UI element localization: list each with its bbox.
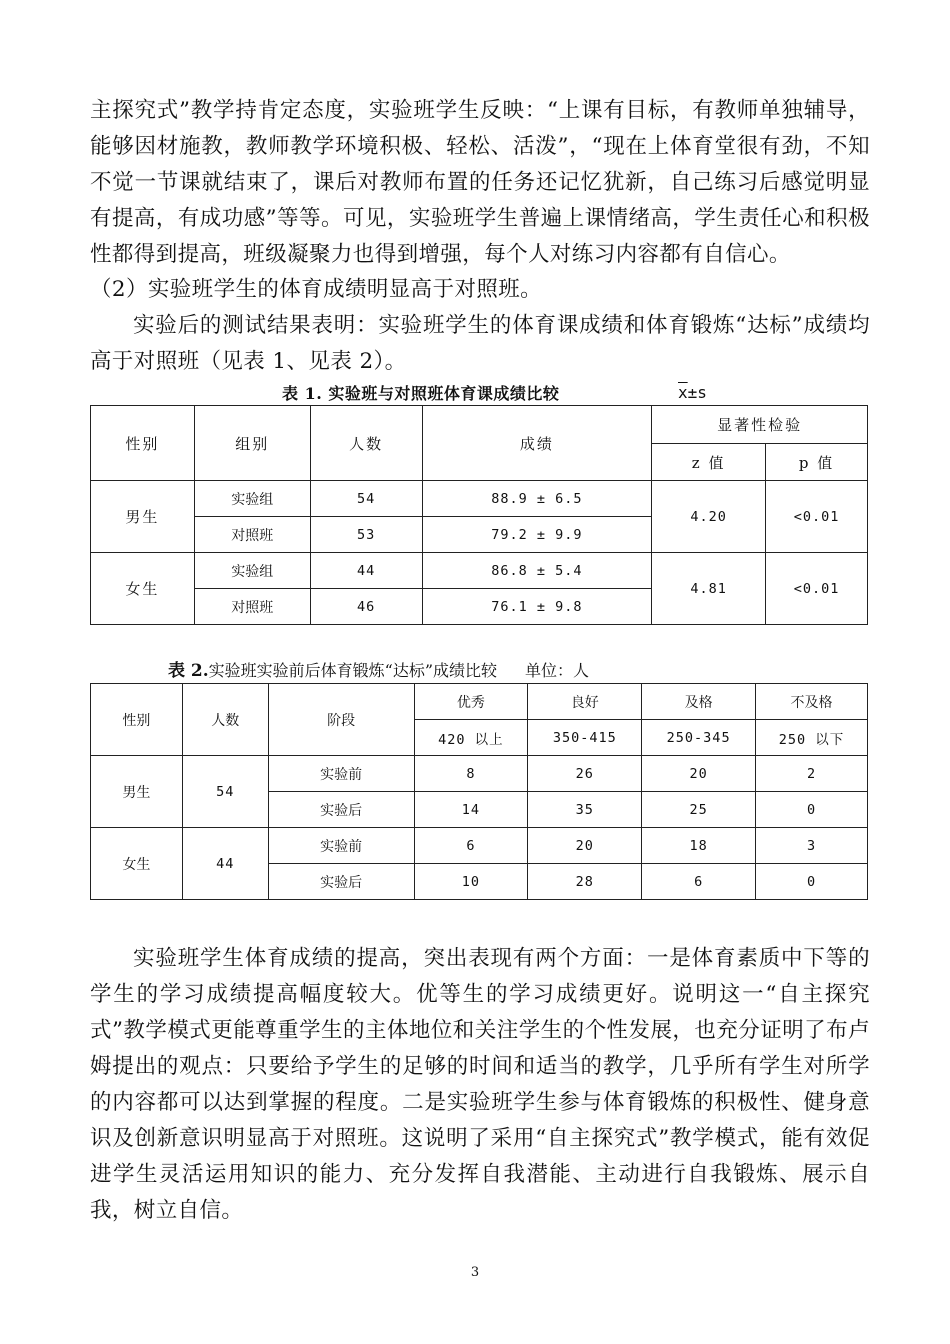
table-row bbox=[91, 756, 868, 792]
t2-cell-value: 14 bbox=[414, 792, 528, 828]
t2-cell-gender: 男生 bbox=[91, 756, 183, 828]
t2-header-stage: 阶段 bbox=[268, 684, 414, 756]
t1-cell-group: 实验组 bbox=[194, 481, 310, 517]
t1-cell-count: 53 bbox=[310, 517, 422, 553]
t2-cell-value: 0 bbox=[756, 792, 868, 828]
t2-header-fail: 不及格 bbox=[756, 684, 868, 720]
t1-cell-gender: 女生 bbox=[91, 553, 195, 625]
t1-header-count: 人数 bbox=[310, 406, 422, 481]
table-row bbox=[91, 481, 868, 517]
t1-cell-score: 88.9 ± 6.5 bbox=[422, 481, 652, 517]
t1-cell-gender: 男生 bbox=[91, 481, 195, 553]
t2-cell-value: 0 bbox=[756, 864, 868, 900]
table1-note-mean: $\overline{x}$ bbox=[678, 383, 688, 402]
t1-cell-z: 4.81 bbox=[652, 553, 766, 625]
t2-cell-value: 8 bbox=[414, 756, 528, 792]
t1-cell-count: 44 bbox=[310, 553, 422, 589]
t2-cell-value: 26 bbox=[528, 756, 642, 792]
t2-header-count: 人数 bbox=[182, 684, 268, 756]
t1-header-group: 组别 bbox=[194, 406, 310, 481]
t1-cell-score: 79.2 ± 9.9 bbox=[422, 517, 652, 553]
t2-cell-gender: 女生 bbox=[91, 828, 183, 900]
t1-header-z: z 值 bbox=[652, 444, 766, 481]
t1-cell-p: <0.01 bbox=[766, 553, 868, 625]
t2-header-pass-range: 250-345 bbox=[642, 720, 756, 756]
t2-cell-value: 25 bbox=[642, 792, 756, 828]
table2 bbox=[90, 683, 868, 900]
table1-stat-note bbox=[678, 383, 707, 402]
paragraph-analysis: 实验班学生体育成绩的提高，突出表现有两个方面：一是体育素质中下等的学生的学习成绩提高幅度较大。优等生的学习成绩更好。说明这一“自主探究式”教学模式更能尊重学生的主体地位和关注学生的个性发展，也充分证明了布卢姆提出的观点：只要给予学生的足够的时间和适当的教学，几乎所有学生对所学的内容都可以达到掌握的程度。二是实验班学生参与体育锻炼的积极性、健身意识及创新意识明显高于对照班。这说明了采用“自主探究式”教学模式，能有效促进学生灵活运用知识的能力、充分发挥自我潜能、主动进行自我锻炼、展示自我，树立自信。 bbox=[90, 946, 870, 1223]
table1 bbox=[90, 405, 868, 625]
t1-cell-z: 4.20 bbox=[652, 481, 766, 553]
t2-cell-value: 6 bbox=[642, 864, 756, 900]
t2-cell-stage: 实验前 bbox=[268, 828, 414, 864]
t2-cell-value: 2 bbox=[756, 756, 868, 792]
t2-cell-value: 20 bbox=[642, 756, 756, 792]
table2-caption-title: 表 2. bbox=[168, 661, 209, 681]
table2-caption bbox=[168, 660, 589, 682]
t2-cell-value: 6 bbox=[414, 828, 528, 864]
t1-cell-score: 76.1 ± 9.8 bbox=[422, 589, 652, 625]
t1-cell-p: <0.01 bbox=[766, 481, 868, 553]
t2-cell-count: 54 bbox=[182, 756, 268, 828]
t2-cell-count: 44 bbox=[182, 828, 268, 900]
t1-cell-count: 54 bbox=[310, 481, 422, 517]
t2-cell-stage: 实验后 bbox=[268, 792, 414, 828]
table2-caption-text: 实验班实验前后体育锻炼“达标”成绩比较 bbox=[208, 661, 498, 680]
t1-cell-group: 实验组 bbox=[194, 553, 310, 589]
t1-cell-score: 86.8 ± 5.4 bbox=[422, 553, 652, 589]
t1-cell-count: 46 bbox=[310, 589, 422, 625]
t2-cell-value: 10 bbox=[414, 864, 528, 900]
table2-unit: 单位：人 bbox=[525, 661, 590, 680]
t2-header-pass: 及格 bbox=[642, 684, 756, 720]
t2-cell-value: 20 bbox=[528, 828, 642, 864]
table-row bbox=[91, 828, 868, 864]
page-number: 3 bbox=[470, 1265, 480, 1280]
t1-header-sig: 显著性检验 bbox=[652, 406, 868, 444]
t2-header-gender: 性别 bbox=[91, 684, 183, 756]
table1-note-sd: ±s bbox=[687, 383, 707, 402]
t1-cell-group: 对照班 bbox=[194, 589, 310, 625]
t2-header-good-range: 350-415 bbox=[528, 720, 642, 756]
t2-cell-stage: 实验前 bbox=[268, 756, 414, 792]
t2-cell-value: 28 bbox=[528, 864, 642, 900]
t1-header-score: 成绩 bbox=[422, 406, 652, 481]
t2-header-fail-range: 250 以下 bbox=[756, 720, 868, 756]
t2-cell-value: 35 bbox=[528, 792, 642, 828]
t2-cell-value: 18 bbox=[642, 828, 756, 864]
table1-caption: 表 1. 实验班与对照班体育课成绩比较 bbox=[282, 384, 560, 403]
t1-cell-group: 对照班 bbox=[194, 517, 310, 553]
t2-header-excellent: 优秀 bbox=[414, 684, 528, 720]
paragraph-heading-2: （2）实验班学生的体育成绩明显高于对照班。 bbox=[90, 277, 543, 302]
paragraph-feedback: 主探究式”教学持肯定态度，实验班学生反映：“上课有目标，有教师单独辅导，能够因材施教，教师教学环境积极、轻松、活泼”，“现在上体育堂很有劲，不知不觉一节课就结束了，课后对教师布置的任务还记忆犹新，自己练习后感觉明显有提高，有成功感”等等。可见，实验班学生普遍上课情绪高，学生责任心和积极性都得到提高，班级凝聚力也得到增强，每个人对练习内容都有自信心。 bbox=[90, 98, 870, 267]
t2-cell-stage: 实验后 bbox=[268, 864, 414, 900]
t1-header-p: p 值 bbox=[766, 444, 868, 481]
t1-header-gender: 性别 bbox=[91, 406, 195, 481]
t2-header-good: 良好 bbox=[528, 684, 642, 720]
t2-header-excellent-range: 420 以上 bbox=[414, 720, 528, 756]
table-row bbox=[91, 553, 868, 589]
paragraph-results: 实验后的测试结果表明：实验班学生的体育课成绩和体育锻炼“达标”成绩均高于对照班（见表 1、见表 2）。 bbox=[90, 313, 870, 374]
t2-cell-value: 3 bbox=[756, 828, 868, 864]
